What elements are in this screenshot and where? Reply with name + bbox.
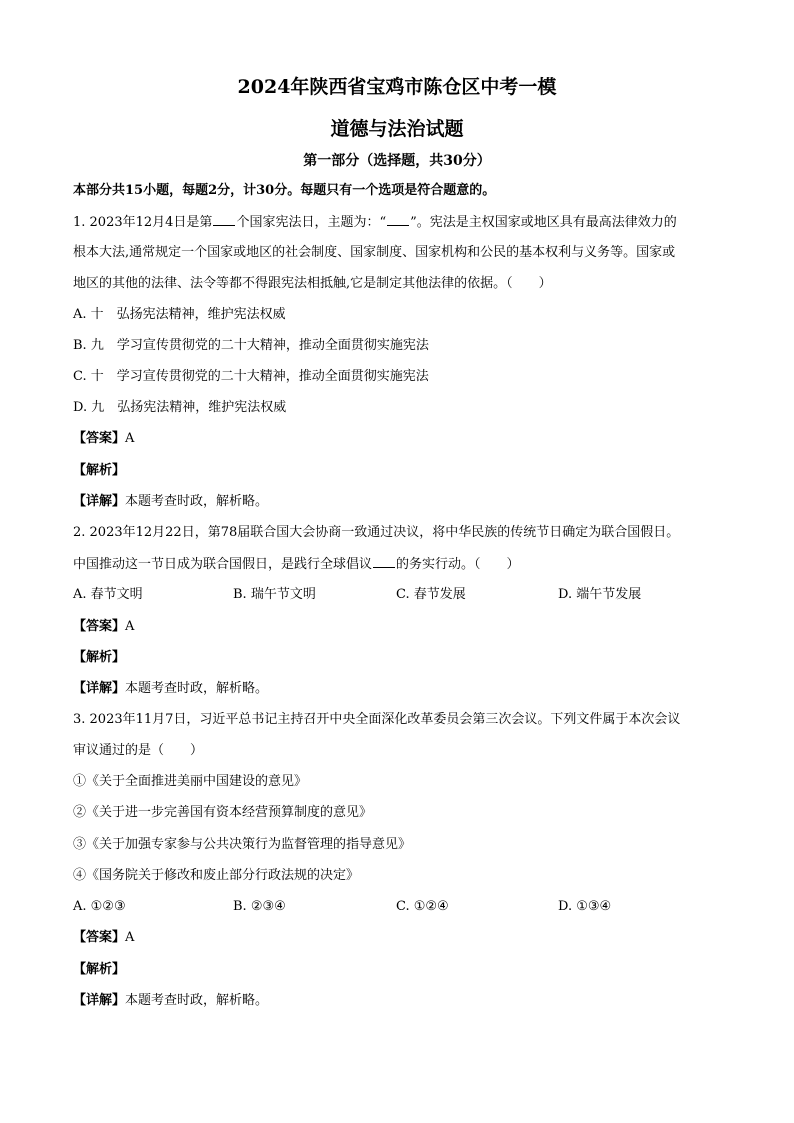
q1-answer-value: A	[125, 431, 135, 446]
q3-detail-text: 本题考查时政，解析略。	[125, 993, 269, 1008]
q2-option-d: D. 端午节发展	[558, 587, 642, 602]
q3-item-2: ②《关于进一步完善国有资本经营预算制度的意见》	[73, 805, 373, 820]
subject-title: 道德与法治试题	[330, 118, 464, 140]
q2-option-a: A. 春节文明	[73, 587, 143, 602]
q3-stem-line2: 审议通过的是（ ）	[73, 743, 204, 758]
q3-item-4: ④《国务院关于修改和废止部分行政法规的决定》	[73, 868, 360, 883]
q2-detail-tag: 【详解】	[73, 681, 126, 696]
q3-answer-tag: 【答案】	[73, 930, 126, 945]
q3-analysis-tag: 【解析】	[73, 962, 126, 977]
q2-stem-part-a: 中国推动这一节日成为联合国假日，是践行全球倡议	[73, 557, 373, 572]
q3-answer-value: A	[125, 930, 135, 945]
q1-analysis-tag: 【解析】	[73, 463, 126, 478]
q1-detail-text: 本题考查时政，解析略。	[125, 494, 269, 509]
q2-blank	[373, 555, 395, 568]
q3-option-a: A. ①②③	[73, 899, 126, 914]
q2-answer-value: A	[125, 619, 135, 634]
q2-stem-part-b: 的务实行动。（ ）	[396, 557, 520, 572]
q3-stem-line1: 3. 2023年11月7日，习近平总书记主持召开中央全面深化改革委员会第三次会议。下列文件属于本次会议	[73, 712, 681, 727]
q1-stem-part-b: 个国家宪法日，主题为：“	[236, 215, 387, 230]
exam-title: 2024年陕西省宝鸡市陈仓区中考一模	[237, 76, 557, 98]
section-instructions: 本部分共15小题，每题2分，计30分。每题只有一个选项是符合题意的。	[73, 183, 496, 198]
q1-stem-part-a: 1. 2023年12月4日是第	[73, 215, 213, 230]
q3-detail-tag: 【详解】	[73, 993, 126, 1008]
part-heading: 第一部分（选择题，共30分）	[303, 153, 491, 169]
q2-stem-line2	[73, 555, 520, 574]
q1-stem-line2: 根本大法,通常规定一个国家或地区的社会制度、国家制度、国家机构和公民的基本权利与义务等。国家或	[73, 245, 676, 260]
q3-answer	[73, 929, 134, 947]
q1-option-b: B. 九 学习宣传贯彻党的二十大精神，推动全面贯彻实施宪法	[73, 338, 429, 353]
q1-detail	[73, 493, 268, 511]
q3-item-3: ③《关于加强专家参与公共决策行为监督管理的指导意见》	[73, 837, 412, 852]
q1-answer	[73, 430, 134, 448]
q2-detail-text: 本题考查时政，解析略。	[125, 681, 269, 696]
q1-blank-1	[213, 213, 235, 226]
q2-answer-tag: 【答案】	[73, 619, 126, 634]
q3-detail	[73, 992, 268, 1010]
q1-answer-tag: 【答案】	[73, 431, 126, 446]
q2-answer	[73, 618, 134, 636]
q1-option-c: C. 十 学习宣传贯彻党的二十大精神，推动全面贯彻实施宪法	[73, 369, 429, 384]
q3-option-c: C. ①②④	[396, 899, 449, 914]
q1-blank-2	[387, 213, 409, 226]
q3-option-d: D. ①③④	[558, 899, 612, 914]
q1-stem-line3: 地区的其他的法律、法令等都不得跟宪法相抵触,它是制定其他法律的依据。（ ）	[73, 276, 552, 291]
q3-item-1: ①《关于全面推进美丽中国建设的意见》	[73, 774, 308, 789]
q2-analysis-tag: 【解析】	[73, 650, 126, 665]
q2-option-b: B. 瑞午节文明	[233, 587, 316, 602]
q1-stem-part-c: ”。宪法是主权国家或地区具有最高法律效力的	[410, 215, 677, 230]
q1-option-a: A. 十 弘扬宪法精神，维护宪法权威	[73, 307, 286, 322]
q2-option-c: C. 春节发展	[396, 587, 466, 602]
q1-option-d: D. 九 弘扬宪法精神，维护宪法权威	[73, 400, 287, 415]
q1-detail-tag: 【详解】	[73, 494, 126, 509]
q2-stem-line1: 2. 2023年12月22日，第78届联合国大会协商一致通过决议，将中华民族的传统节日确定为联合国假日。	[73, 525, 680, 540]
q2-detail	[73, 680, 268, 698]
q3-option-b: B. ②③④	[233, 899, 286, 914]
q1-stem-line1	[73, 213, 677, 232]
